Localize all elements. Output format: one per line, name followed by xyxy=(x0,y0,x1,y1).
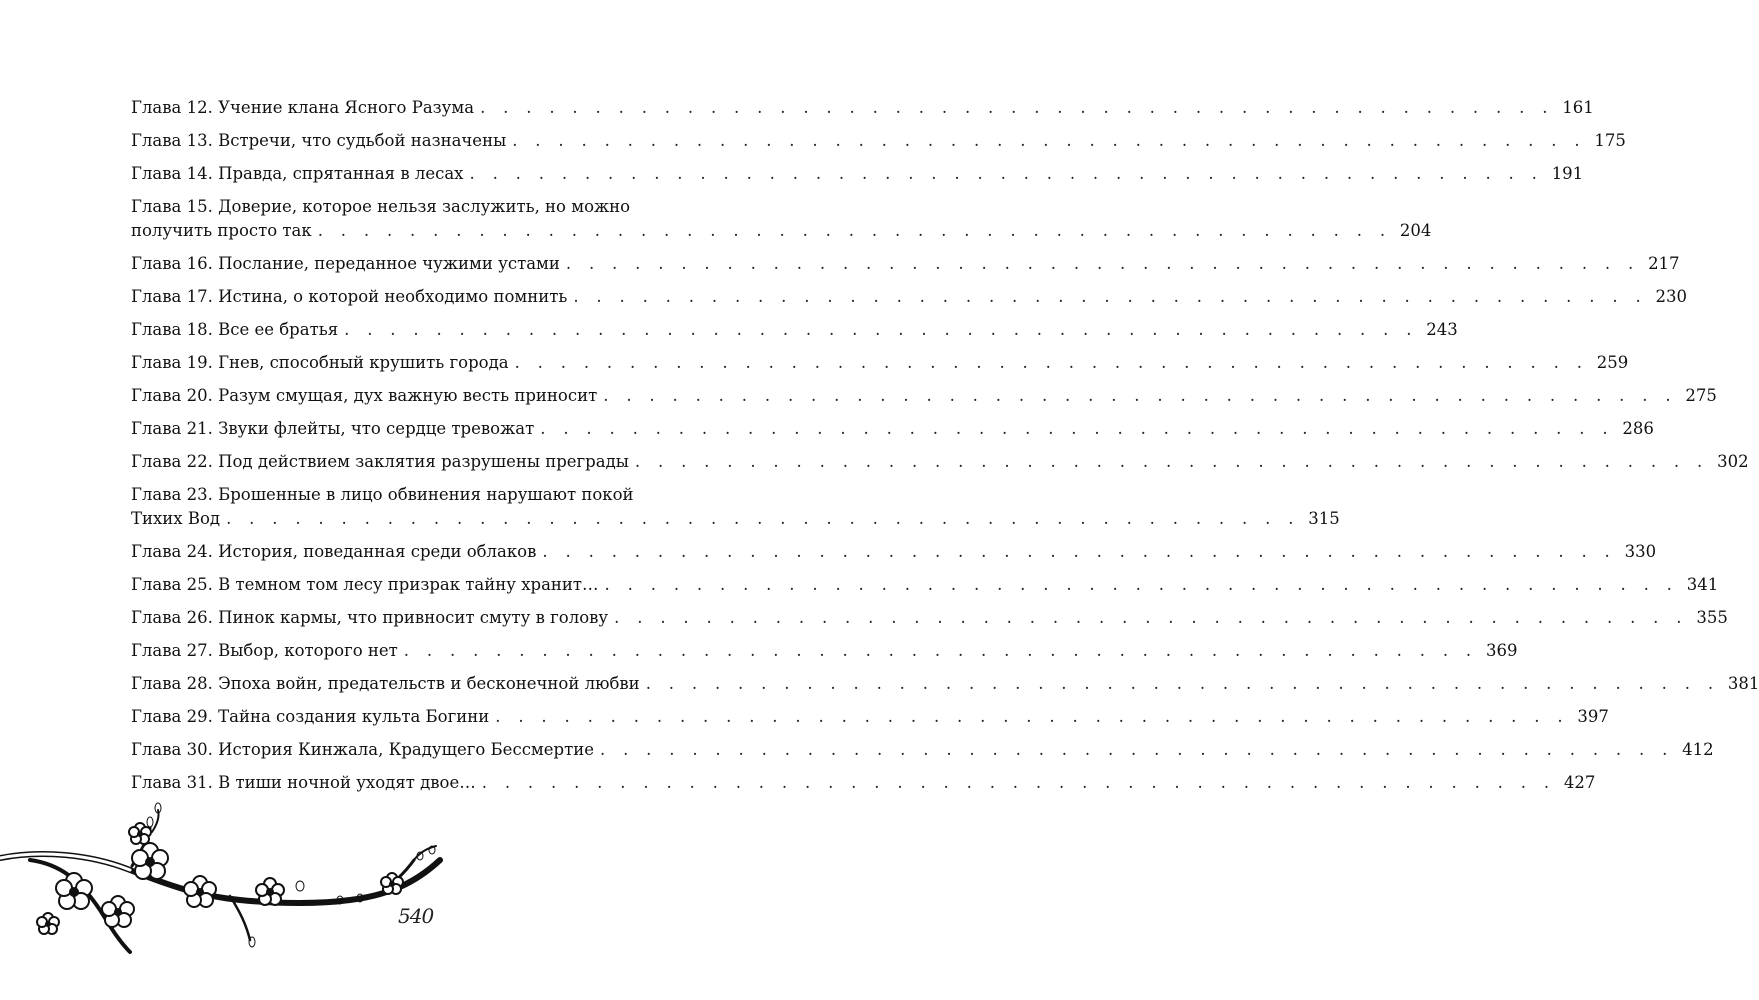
toc-entry-title-line: Глава 15. Доверие, которое нельзя заслужить, но можно xyxy=(131,197,631,216)
dot-leader: . . . . . . . . . . . . . . . . . . . . . . . . . . . . . . . . . . . . . . . . . . . . . . . xyxy=(344,320,1418,339)
dot-leader: . . . . . . . . . . . . . . . . . . . . . . . . . . . . . . . . . . . . . . . . . . . . . . . xyxy=(599,740,1674,759)
dot-leader: . . . . . . . . . . . . . . . . . . . . . . . . . . . . . . . . . . . . . . . . . . . . . . . xyxy=(514,353,1589,372)
toc-entry[interactable] xyxy=(131,318,1458,342)
toc-entry-page-number: 302 xyxy=(1717,452,1749,471)
toc-entry-page-number: 161 xyxy=(1562,98,1594,117)
toc-entry-page-number: 381 xyxy=(1727,674,1759,693)
toc-entry-page-number: 275 xyxy=(1685,386,1717,405)
dot-leader: . . . . . . . . . . . . . . . . . . . . . . . . . . . . . . . . . . . . . . . . . . . . . . . xyxy=(634,452,1709,471)
toc-entry-page-number: 259 xyxy=(1596,353,1629,372)
toc-entry-page-number: 315 xyxy=(1308,509,1340,528)
toc-entry[interactable] xyxy=(131,417,1654,441)
toc-entry-page-number: 355 xyxy=(1696,608,1728,627)
toc-entry[interactable] xyxy=(131,573,1719,597)
dot-leader: . . . . . . . . . . . . . . . . . . . . . . . . . . . . . . . . . . . . . . . . . . . . . . . xyxy=(614,608,1688,627)
toc-entry-page-number: 286 xyxy=(1622,419,1654,438)
toc-entry-title: Глава 31. В тиши ночной уходят двое… xyxy=(131,773,476,792)
toc-entry[interactable] xyxy=(131,384,1717,408)
dot-leader: . . . . . . . . . . . . . . . . . . . . . . . . . . . . . . . . . . . . . . . . . . . . . . . xyxy=(542,542,1617,561)
toc-entry-title: Глава 13. Встречи, что судьбой назначены xyxy=(131,131,507,150)
dot-leader: . . . . . . . . . . . . . . . . . . . . . . . . . . . . . . . . . . . . . . . . . . . . . . . xyxy=(481,773,1556,792)
toc-entry-title: Глава 19. Гнев, способный крушить города xyxy=(131,353,509,372)
toc-entry-title: Глава 27. Выбор, которого нет xyxy=(131,641,398,660)
dot-leader: . . . . . . . . . . . . . . . . . . . . . . . . . . . . . . . . . . . . . . . . . . . . . . . xyxy=(480,98,1554,117)
toc-entry-page-number: 243 xyxy=(1426,320,1458,339)
dot-leader: . . . . . . . . . . . . . . . . . . . . . . . . . . . . . . . . . . . . . . . . . . . . . . . xyxy=(573,287,1648,306)
toc-entry-title: Глава 24. История, поведанная среди облаков xyxy=(131,542,537,561)
toc-entry[interactable] xyxy=(131,285,1688,309)
toc-entry-page-number: 412 xyxy=(1682,740,1714,759)
toc-entry-page-number: 204 xyxy=(1399,221,1432,240)
toc-entry-title: Глава 14. Правда, спрятанная в лесах xyxy=(131,164,464,183)
toc-entry-page-number: 369 xyxy=(1485,641,1518,660)
dot-leader: . . . . . . . . . . . . . . . . . . . . . . . . . . . . . . . . . . . . . . . . . . . . . . . xyxy=(495,707,1569,726)
toc-entry[interactable] xyxy=(131,252,1680,276)
toc-entry[interactable] xyxy=(131,639,1518,663)
toc-entry-title: Глава 18. Все ее братья xyxy=(131,320,339,339)
toc-entry-title: Глава 17. Истина, о которой необходимо помнить xyxy=(131,287,568,306)
toc-entry[interactable] xyxy=(131,351,1629,375)
toc-entry-title: Глава 25. В темном том лесу призрак тайну хранит… xyxy=(131,575,599,594)
toc-entry-page-number: 341 xyxy=(1686,575,1719,594)
dot-leader: . . . . . . . . . . . . . . . . . . . . . . . . . . . . . . . . . . . . . . . . . . . . . . . xyxy=(565,254,1640,273)
toc-entry-title: Глава 30. История Кинжала, Крадущего Бессмертие xyxy=(131,740,594,759)
dot-leader: . . . . . . . . . . . . . . . . . . . . . . . . . . . . . . . . . . . . . . . . . . . . . . . xyxy=(403,641,1478,660)
toc-entry-title: Глава 29. Тайна создания культа Богини xyxy=(131,707,490,726)
plum-blossom-branch-icon xyxy=(0,800,460,960)
toc-entry-title: Глава 26. Пинок кармы, что привносит смуту в голову xyxy=(131,608,609,627)
toc-entry[interactable] xyxy=(131,96,1594,120)
toc-entry[interactable] xyxy=(131,771,1596,795)
toc-entry-title: получить просто так xyxy=(131,221,312,240)
dot-leader: . . . . . . . . . . . . . . . . . . . . . . . . . . . . . . . . . . . . . . . . . . . . . . . xyxy=(540,419,1614,438)
toc-entry[interactable] xyxy=(131,540,1657,564)
toc-entry-page-number: 330 xyxy=(1624,542,1657,561)
dot-leader: . . . . . . . . . . . . . . . . . . . . . . . . . . . . . . . . . . . . . . . . . . . . . . . xyxy=(512,131,1586,150)
toc-entry-page-number: 230 xyxy=(1655,287,1688,306)
toc-entry-title: Глава 16. Послание, переданное чужими устами xyxy=(131,254,560,273)
toc-entry-page-number: 191 xyxy=(1551,164,1584,183)
toc-entry-title-line: Глава 23. Брошенные в лицо обвинения нарушают покой xyxy=(131,485,634,504)
toc-entry[interactable] xyxy=(131,672,1759,696)
toc-entry-title: Глава 22. Под действием заклятия разрушены преграды xyxy=(131,452,629,471)
toc-entry[interactable] xyxy=(131,129,1626,153)
toc-entry-title: Глава 20. Разум смущая, дух важную весть приносит xyxy=(131,386,598,405)
toc-entry[interactable] xyxy=(131,162,1584,186)
dot-leader: . . . . . . . . . . . . . . . . . . . . . . . . . . . . . . . . . . . . . . . . . . . . . . . xyxy=(469,164,1544,183)
toc-entry-page-number: 175 xyxy=(1594,131,1626,150)
toc-entry[interactable] xyxy=(131,195,1432,243)
toc-entry[interactable] xyxy=(131,606,1728,630)
toc-entry-title: Глава 21. Звуки флейты, что сердце тревожат xyxy=(131,419,535,438)
toc-entry-page-number: 397 xyxy=(1577,707,1609,726)
dot-leader: . . . . . . . . . . . . . . . . . . . . . . . . . . . . . . . . . . . . . . . . . . . . . . . xyxy=(603,386,1677,405)
dot-leader: . . . . . . . . . . . . . . . . . . . . . . . . . . . . . . . . . . . . . . . . . . . . . . . xyxy=(604,575,1679,594)
toc-entry[interactable] xyxy=(131,483,1340,531)
toc-entry[interactable] xyxy=(131,705,1609,729)
toc-entry-title: Тихих Вод xyxy=(131,509,221,528)
toc-entry[interactable] xyxy=(131,738,1714,762)
toc-entry[interactable] xyxy=(131,450,1749,474)
toc-entry-page-number: 217 xyxy=(1648,254,1680,273)
dot-leader: . . . . . . . . . . . . . . . . . . . . . . . . . . . . . . . . . . . . . . . . . . . . . . . xyxy=(226,509,1300,528)
toc-entry-title: Глава 12. Учение клана Ясного Разума xyxy=(131,98,475,117)
toc-entry-title: Глава 28. Эпоха войн, предательств и бесконечной любви xyxy=(131,674,640,693)
dot-leader: . . . . . . . . . . . . . . . . . . . . . . . . . . . . . . . . . . . . . . . . . . . . . . . xyxy=(645,674,1720,693)
toc-entry-page-number: 427 xyxy=(1563,773,1596,792)
table-of-contents xyxy=(131,96,1759,804)
dot-leader: . . . . . . . . . . . . . . . . . . . . . . . . . . . . . . . . . . . . . . . . . . . . . . . xyxy=(317,221,1392,240)
page-number: 540 xyxy=(398,904,434,928)
